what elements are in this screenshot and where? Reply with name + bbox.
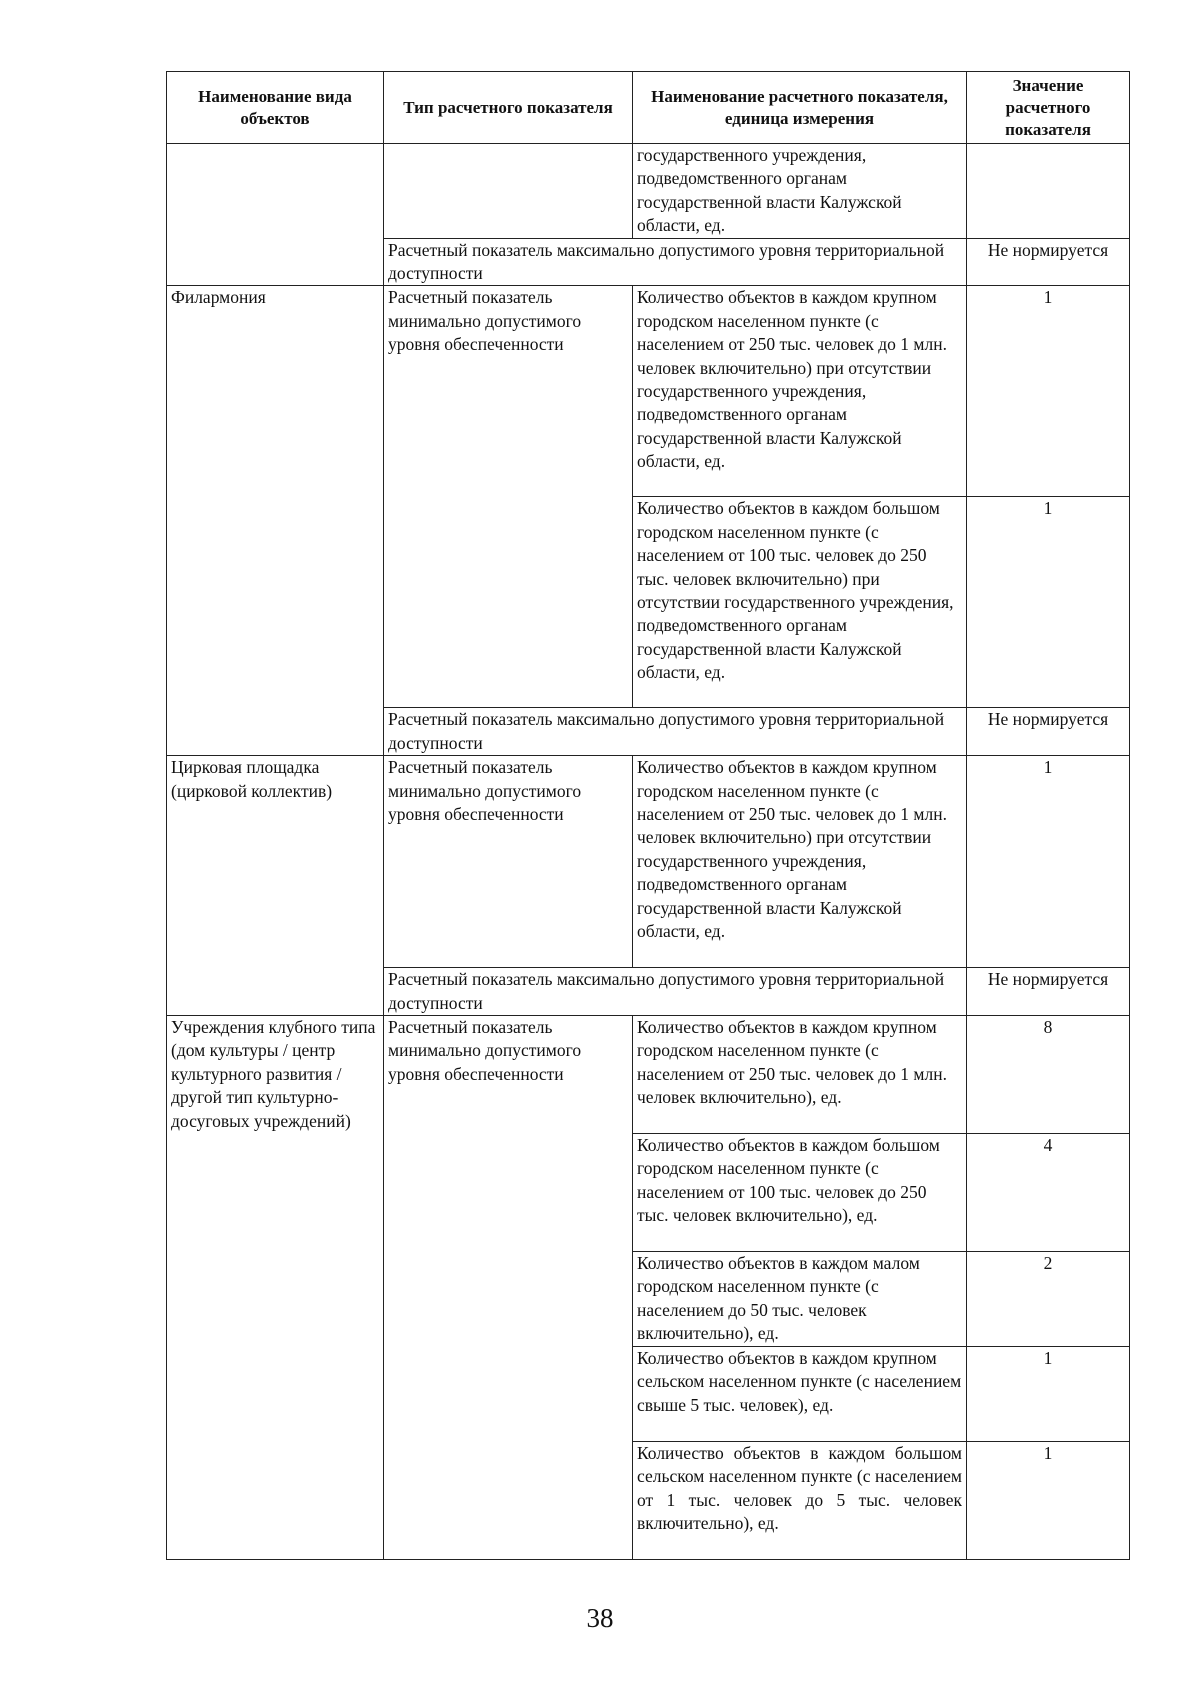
indicator-desc-cell: Количество объектов в каждом крупном сельском населенном пункте (с населением свыше 5 тыс. человек), ед. — [633, 1347, 967, 1442]
table-header-row — [167, 72, 1130, 144]
header-object-type: Наименование вида объектов — [167, 72, 384, 144]
object-name-cell — [167, 144, 384, 286]
indicator-value-cell: 1 — [967, 497, 1130, 708]
table-row — [167, 756, 1130, 968]
indicator-value-cell: 1 — [967, 1347, 1130, 1442]
max-access-type-cell: Расчетный показатель максимально допустимого уровня территориальной доступности — [384, 708, 967, 756]
object-name-cell: Цирковая площадка (цирковой коллектив) — [167, 756, 384, 1016]
indicator-value-cell: 2 — [967, 1252, 1130, 1347]
indicator-desc-cell: Количество объектов в каждом крупном городском населенном пункте (с населением от 250 тыс. человек до 1 млн. человек включительно) при отсутствии государственного учреждения, подведомственного органам государственной власти Калужской области, ед. — [633, 286, 967, 497]
indicator-value-cell: 4 — [967, 1134, 1130, 1252]
max-access-type-cell: Расчетный показатель максимально допустимого уровня территориальной доступности — [384, 238, 967, 286]
indicator-value-cell: Не нормируется — [967, 968, 1130, 1016]
indicator-desc-cell: Количество объектов в каждом большом сельском населенном пункте (с населением от 1 тыс. человек до 5 тыс. человек включительно), ед. — [633, 1442, 967, 1560]
table-row — [167, 144, 1130, 239]
table-row — [167, 286, 1130, 497]
indicator-desc-cell: государственного учреждения, подведомственного органам государственной власти Калужской области, ед. — [633, 144, 967, 239]
indicator-desc-cell: Количество объектов в каждом малом городском населенном пункте (с населением до 50 тыс. человек включительно), ед. — [633, 1252, 967, 1347]
indicator-value-cell: Не нормируется — [967, 238, 1130, 286]
indicator-value-cell: 8 — [967, 1016, 1130, 1134]
indicator-value-cell: 1 — [967, 1442, 1130, 1560]
table-row — [167, 1016, 1130, 1134]
indicator-value-cell: 1 — [967, 756, 1130, 968]
indicator-desc-cell: Количество объектов в каждом крупном городском населенном пункте (с населением от 250 тыс. человек до 1 млн. человек включительно) при отсутствии государственного учреждения, подведомственного органам государственной власти Калужской области, ед. — [633, 756, 967, 968]
max-access-type-cell: Расчетный показатель максимально допустимого уровня территориальной доступности — [384, 968, 967, 1016]
indicator-desc-cell: Количество объектов в каждом большом городском населенном пункте (с населением от 100 тыс. человек до 250 тыс. человек включительно) при отсутствии государственного учреждения, подведомственного органам государственной власти Калужской области, ед. — [633, 497, 967, 708]
indicator-value-cell: Не нормируется — [967, 708, 1130, 756]
indicator-type-cell: Расчетный показатель минимально допустимого уровня обеспеченности — [384, 756, 633, 968]
indicator-desc-cell: Количество объектов в каждом большом городском населенном пункте (с населением от 100 тыс. человек до 250 тыс. человек включительно), ед. — [633, 1134, 967, 1252]
indicator-type-cell — [384, 144, 633, 239]
object-name-cell: Учреждения клубного типа (дом культуры / центр культурного развития / другой тип культурно-досуговых учреждений) — [167, 1016, 384, 1560]
header-indicator-type: Тип расчетного показателя — [384, 72, 633, 144]
header-indicator-name: Наименование расчетного показателя, единица измерения — [633, 72, 967, 144]
indicator-type-cell: Расчетный показатель минимально допустимого уровня обеспеченности — [384, 1016, 633, 1560]
page-number: 38 — [586, 1603, 614, 1633]
indicator-value-cell — [967, 144, 1130, 239]
indicator-value-cell: 1 — [967, 286, 1130, 497]
indicator-type-cell: Расчетный показатель минимально допустимого уровня обеспеченности — [384, 286, 633, 708]
object-name-cell: Филармония — [167, 286, 384, 756]
indicators-table — [166, 71, 1130, 1560]
indicator-desc-cell: Количество объектов в каждом крупном городском населенном пункте (с населением от 250 тыс. человек до 1 млн. человек включительно), ед. — [633, 1016, 967, 1134]
header-indicator-value: Значение расчетного показателя — [967, 72, 1130, 144]
